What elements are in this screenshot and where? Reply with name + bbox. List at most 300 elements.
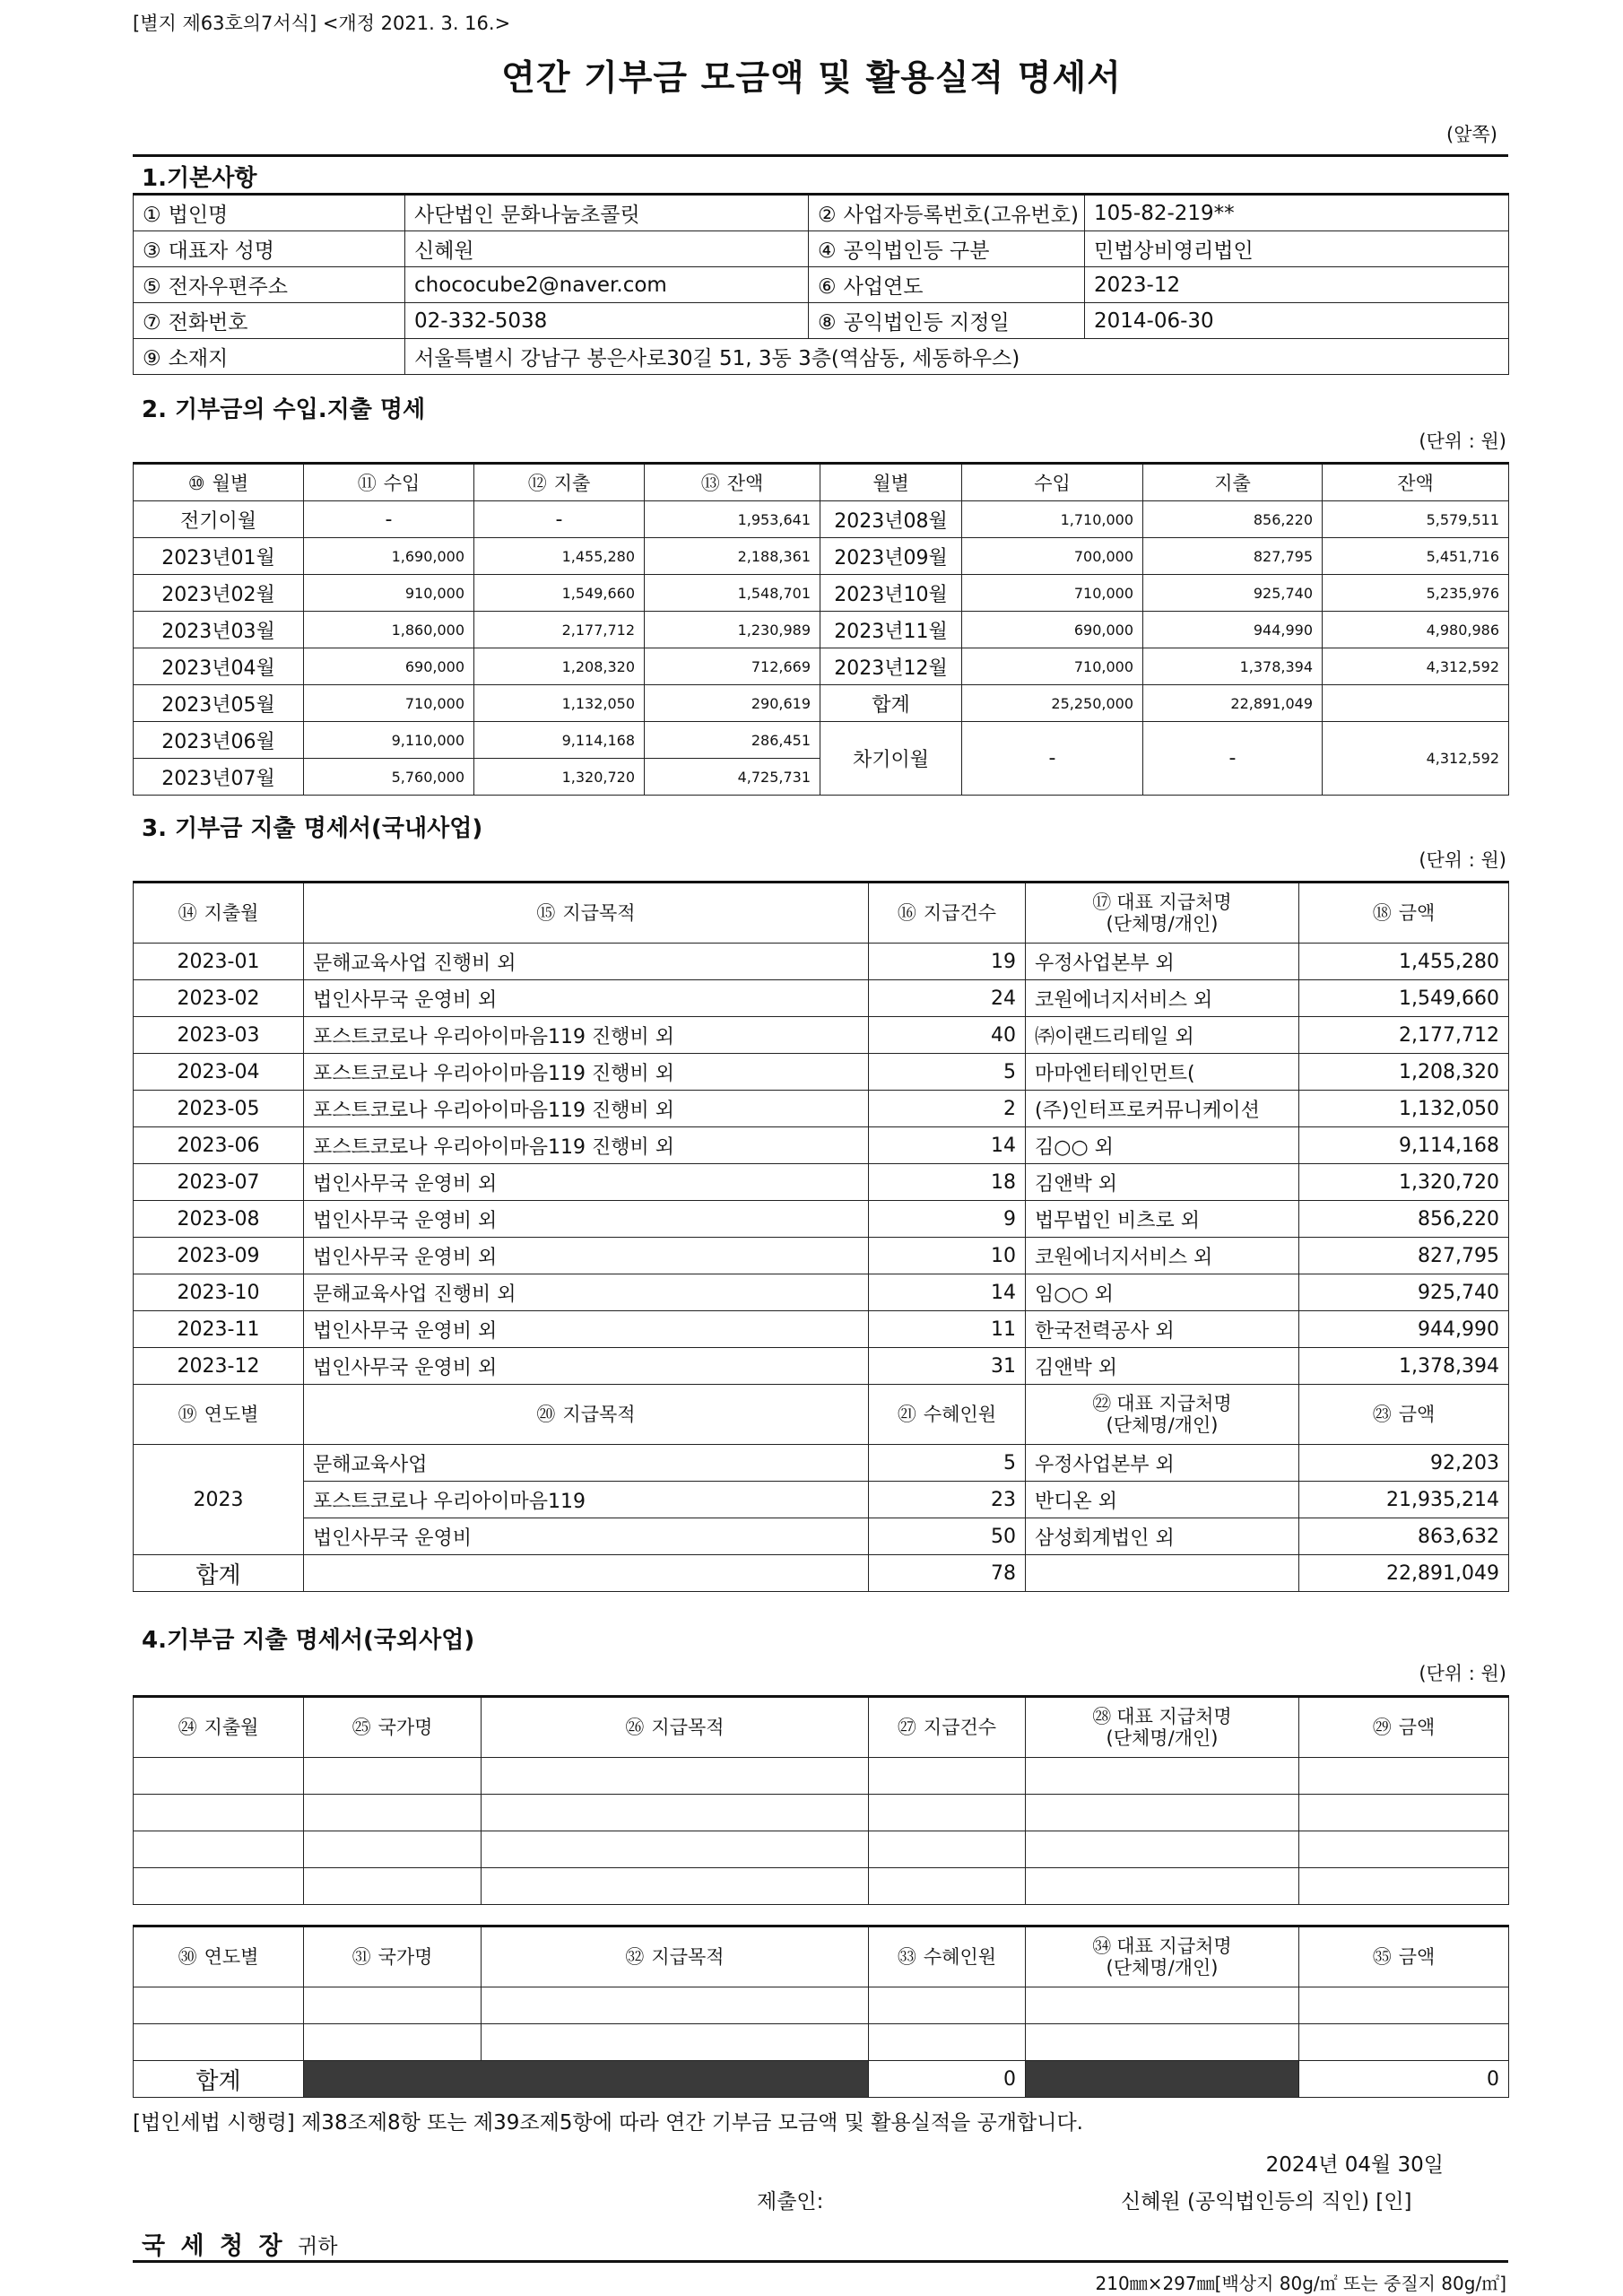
address-value-cell: 서울특별시 강남구 봉은사로30길 51, 3동 3층(역삼동, 세동하우스)	[405, 339, 1509, 375]
flow-header-cell	[645, 464, 820, 501]
foreign-empty-cell	[869, 1868, 1026, 1905]
domestic-row	[134, 1127, 1509, 1164]
foreign-expense-table	[133, 1695, 1509, 1905]
field-number: ⑥	[818, 275, 837, 299]
domestic-total-empty	[304, 1555, 869, 1592]
field-label: 수입	[383, 473, 421, 494]
flow-month: 2023년12월	[820, 648, 962, 685]
section-domestic-title: 3. 기부금 지출 명세서(국내사업)	[142, 815, 483, 842]
domestic-count: 31	[869, 1348, 1026, 1385]
field-label: 연도별	[204, 1946, 259, 1968]
field-number: ⑪	[357, 473, 377, 494]
domestic-recipient: 김앤박 외	[1026, 1348, 1299, 1385]
foreign-yearly-empty-cell	[304, 1987, 482, 2024]
basic-value-cell: chococube2@naver.com	[405, 267, 809, 303]
field-label: 금액	[1398, 902, 1436, 924]
foreign-total-row	[134, 2061, 1509, 2098]
field-label: 사업자등록번호(고유번호)	[843, 204, 1079, 227]
legal-notice: [법인세법 시행령] 제38조제8항 또는 제39조제5항에 따라 연간 기부금 모금액 및 활용실적을 공개합니다.	[133, 2111, 1083, 2135]
domestic-row	[134, 980, 1509, 1017]
flow-income: 690,000	[304, 648, 474, 685]
foreign-empty-cell	[482, 1795, 869, 1831]
domestic-yearly-amount: 863,632	[1299, 1518, 1509, 1555]
field-label: 지급목적	[562, 902, 636, 924]
flow-carry-balance: 4,312,592	[1323, 722, 1509, 796]
domestic-amount: 1,378,394	[1299, 1348, 1509, 1385]
flow-expense: 827,795	[1143, 538, 1323, 575]
domestic-month: 2023-01	[134, 944, 304, 980]
domestic-purpose: 법인사무국 운영비 외	[304, 1311, 869, 1348]
basic-value-cell: 2014-06-30	[1085, 303, 1509, 339]
flow-income: 5,760,000	[304, 759, 474, 796]
domestic-total-row	[134, 1555, 1509, 1592]
foreign-unit-label: (단위 : 원)	[1419, 1663, 1506, 1684]
foreign-yearly-empty-cell	[1299, 1987, 1509, 2024]
foreign-header-cell	[482, 1926, 869, 1987]
foreign-empty-cell	[304, 1868, 482, 1905]
field-label: 지급목적	[651, 1946, 725, 1968]
field-label: 지급목적	[562, 1404, 636, 1425]
foreign-empty-cell	[1026, 1795, 1299, 1831]
paper-spec: 210㎜×297㎜[백상지 80g/㎡ 또는 중질지 80g/㎡]	[1095, 2273, 1506, 2294]
flow-income: 1,690,000	[304, 538, 474, 575]
domestic-purpose: 법인사무국 운영비 외	[304, 1164, 869, 1201]
field-label: 수혜인원	[923, 1404, 997, 1425]
flow-expense: 2,177,712	[474, 612, 645, 648]
foreign-total-shaded	[304, 2061, 869, 2098]
flow-expense: 1,549,660	[474, 575, 645, 612]
foreign-yearly-empty-cell	[1026, 2024, 1299, 2061]
field-label: 연도별	[204, 1404, 259, 1425]
flow-income: -	[304, 501, 474, 538]
flow-carry-income: -	[962, 722, 1143, 796]
foreign-empty-cell	[482, 1758, 869, 1795]
foreign-yearly-empty-cell	[869, 1987, 1026, 2024]
field-label: 금액	[1398, 1946, 1436, 1968]
flow-income: 9,110,000	[304, 722, 474, 759]
domestic-yearly-recipient: 반디온 외	[1026, 1482, 1299, 1518]
foreign-empty-cell	[134, 1868, 304, 1905]
basic-label-cell	[809, 195, 1085, 231]
domestic-count: 40	[869, 1017, 1026, 1054]
domestic-recipient: 임○○ 외	[1026, 1274, 1299, 1311]
field-number: ⑧	[818, 311, 837, 335]
field-number: ㉗	[897, 1717, 916, 1738]
flow-unit-label: (단위 : 원)	[1419, 430, 1506, 452]
field-label: 대표 지급처명	[1116, 1935, 1232, 1957]
domestic-count: 9	[869, 1201, 1026, 1238]
field-number: ⑬	[700, 473, 720, 494]
domestic-year: 2023	[134, 1445, 304, 1555]
flow-header-row	[134, 464, 1509, 501]
flow-header-cell: 잔액	[1323, 464, 1509, 501]
foreign-empty-cell	[1299, 1795, 1509, 1831]
domestic-month: 2023-09	[134, 1238, 304, 1274]
flow-balance: 290,619	[645, 685, 820, 722]
flow-row	[134, 538, 1509, 575]
flow-month: 전기이월	[134, 501, 304, 538]
domestic-purpose: 법인사무국 운영비 외	[304, 1201, 869, 1238]
flow-month: 2023년08월	[820, 501, 962, 538]
field-number: ⑦	[143, 311, 161, 335]
domestic-purpose: 포스트코로나 우리아이마음119 진행비 외	[304, 1054, 869, 1091]
field-label: 월별	[212, 473, 249, 494]
flow-header-cell	[474, 464, 645, 501]
domestic-yearly-row	[134, 1482, 1509, 1518]
flow-month: 2023년11월	[820, 612, 962, 648]
field-label: 공익법인등 지정일	[843, 311, 1010, 335]
field-number: ③	[143, 239, 161, 263]
flow-month: 합계	[820, 685, 962, 722]
field-label: 국가명	[378, 1717, 433, 1738]
domestic-recipient: 김○○ 외	[1026, 1127, 1299, 1164]
domestic-purpose: 문해교육사업 진행비 외	[304, 944, 869, 980]
domestic-row	[134, 1091, 1509, 1127]
flow-row	[134, 575, 1509, 612]
domestic-yearly-amount: 21,935,214	[1299, 1482, 1509, 1518]
basic-info-row	[134, 231, 1509, 267]
basic-value-cell: 105-82-219**	[1085, 195, 1509, 231]
section-basic-title: 1.기본사항	[142, 165, 257, 192]
foreign-empty-cell	[134, 1795, 304, 1831]
foreign-header-cell	[304, 1926, 482, 1987]
domestic-recipient: 한국전력공사 외	[1026, 1311, 1299, 1348]
domestic-month: 2023-12	[134, 1348, 304, 1385]
flow-balance: 4,980,986	[1323, 612, 1509, 648]
domestic-amount: 1,320,720	[1299, 1164, 1509, 1201]
foreign-header-cell	[482, 1697, 869, 1758]
foreign-empty-cell	[304, 1831, 482, 1868]
field-label: 대표 지급처명	[1116, 1393, 1232, 1414]
field-label: 대표자 성명	[168, 239, 275, 263]
foreign-empty-cell	[1299, 1758, 1509, 1795]
flow-income: 910,000	[304, 575, 474, 612]
flow-header-cell: 수입	[962, 464, 1143, 501]
domestic-purpose: 포스트코로나 우리아이마음119 진행비 외	[304, 1091, 869, 1127]
foreign-header-cell	[134, 1697, 304, 1758]
field-number: ㉙	[1372, 1717, 1392, 1738]
foreign-empty-cell	[869, 1795, 1026, 1831]
field-number: ⑯	[897, 902, 916, 924]
domestic-month: 2023-10	[134, 1274, 304, 1311]
address-row	[134, 339, 1509, 375]
domestic-yearly-recipient: 삼성회계법인 외	[1026, 1518, 1299, 1555]
domestic-count: 18	[869, 1164, 1026, 1201]
flow-balance: 5,451,716	[1323, 538, 1509, 575]
domestic-yearly-purpose: 포스트코로나 우리아이마음119	[304, 1482, 869, 1518]
domestic-recipient: (주)인터프로커뮤니케이션	[1026, 1091, 1299, 1127]
field-label: 전자우편주소	[168, 275, 288, 299]
domestic-yearly-header-cell	[869, 1385, 1026, 1445]
domestic-row	[134, 944, 1509, 980]
domestic-month: 2023-05	[134, 1091, 304, 1127]
income-expense-table	[133, 462, 1509, 796]
field-label-sub: (단체명/개인)	[1106, 1414, 1219, 1436]
basic-value-cell: 사단법인 문화나눔초콜릿	[405, 195, 809, 231]
foreign-header-cell	[869, 1697, 1026, 1758]
domestic-header-cell	[1299, 883, 1509, 944]
field-number: ㉛	[352, 1946, 371, 1968]
basic-label-cell	[809, 267, 1085, 303]
domestic-count: 10	[869, 1238, 1026, 1274]
domestic-purpose: 문해교육사업 진행비 외	[304, 1274, 869, 1311]
domestic-amount: 1,208,320	[1299, 1054, 1509, 1091]
domestic-row	[134, 1274, 1509, 1311]
flow-expense: 1,208,320	[474, 648, 645, 685]
basic-label-cell	[134, 267, 405, 303]
document-title: 연간 기부금 모금액 및 활용실적 명세서	[501, 58, 1122, 99]
domestic-yearly-header-cell	[1026, 1385, 1299, 1445]
flow-row	[134, 501, 1509, 538]
foreign-empty-row	[134, 1795, 1509, 1831]
flow-header-cell	[134, 464, 304, 501]
flow-month: 2023년05월	[134, 685, 304, 722]
domestic-month: 2023-06	[134, 1127, 304, 1164]
foreign-header-cell	[869, 1926, 1026, 1987]
address-label-cell	[134, 339, 405, 375]
field-label: 대표 지급처명	[1116, 891, 1232, 913]
foreign-yearly-empty-cell	[134, 2024, 304, 2061]
domestic-row	[134, 1054, 1509, 1091]
domestic-yearly-header-cell	[134, 1385, 304, 1445]
domestic-purpose: 포스트코로나 우리아이마음119 진행비 외	[304, 1017, 869, 1054]
domestic-row	[134, 1311, 1509, 1348]
flow-row	[134, 685, 1509, 722]
foreign-empty-cell	[482, 1868, 869, 1905]
flow-month: 2023년09월	[820, 538, 962, 575]
domestic-yearly-header-cell	[1299, 1385, 1509, 1445]
domestic-recipient: 코원에너지서비스 외	[1026, 1238, 1299, 1274]
flow-income: 25,250,000	[962, 685, 1143, 722]
domestic-month: 2023-03	[134, 1017, 304, 1054]
field-number: ①	[143, 204, 161, 227]
form-number: [별지 제63호의7서식] <개정 2021. 3. 16.>	[133, 13, 511, 34]
field-label: 지급건수	[923, 1717, 997, 1738]
domestic-yearly-row	[134, 1518, 1509, 1555]
domestic-amount: 1,132,050	[1299, 1091, 1509, 1127]
foreign-header-row	[134, 1697, 1509, 1758]
flow-month: 2023년10월	[820, 575, 962, 612]
domestic-month: 2023-07	[134, 1164, 304, 1201]
field-label: 법인명	[168, 204, 229, 227]
flow-balance: 286,451	[645, 722, 820, 759]
basic-label-cell	[809, 303, 1085, 339]
flow-income: 710,000	[962, 575, 1143, 612]
foreign-empty-cell	[1299, 1868, 1509, 1905]
domestic-header-cell	[134, 883, 304, 944]
field-number: ㉚	[178, 1946, 197, 1968]
field-label: 금액	[1398, 1404, 1436, 1425]
section-flow-title: 2. 기부금의 수입.지출 명세	[142, 396, 426, 423]
flow-expense: 1,132,050	[474, 685, 645, 722]
flow-income: 690,000	[962, 612, 1143, 648]
basic-value-cell: 민법상비영리법인	[1085, 231, 1509, 267]
flow-balance	[1323, 685, 1509, 722]
domestic-count: 14	[869, 1274, 1026, 1311]
domestic-count: 2	[869, 1091, 1026, 1127]
field-label: 잔액	[726, 473, 764, 494]
field-number: ⑭	[178, 902, 197, 924]
domestic-amount: 1,549,660	[1299, 980, 1509, 1017]
domestic-total-label: 합계	[134, 1555, 304, 1592]
foreign-header-cell	[1299, 1697, 1509, 1758]
domestic-recipient: ㈜이랜드리테일 외	[1026, 1017, 1299, 1054]
foreign-yearly-empty-cell	[869, 2024, 1026, 2061]
field-number: ⑫	[527, 473, 547, 494]
basic-label-cell	[134, 195, 405, 231]
basic-info-row	[134, 267, 1509, 303]
field-number: ④	[818, 239, 837, 263]
flow-income: 700,000	[962, 538, 1143, 575]
foreign-yearly-empty-cell	[482, 1987, 869, 2024]
domestic-yearly-count: 23	[869, 1482, 1026, 1518]
foreign-yearly-empty-row	[134, 2024, 1509, 2061]
field-label: 금액	[1398, 1717, 1436, 1738]
flow-balance: 2,188,361	[645, 538, 820, 575]
domestic-amount: 9,114,168	[1299, 1127, 1509, 1164]
basic-label-cell	[809, 231, 1085, 267]
flow-expense: 1,455,280	[474, 538, 645, 575]
foreign-empty-row	[134, 1758, 1509, 1795]
foreign-yearly-empty-cell	[1026, 1987, 1299, 2024]
flow-carry-expense: -	[1143, 722, 1323, 796]
field-label: 지급건수	[923, 902, 997, 924]
foreign-empty-cell	[304, 1758, 482, 1795]
domestic-count: 24	[869, 980, 1026, 1017]
flow-header-cell: 지출	[1143, 464, 1323, 501]
field-label: 수혜인원	[923, 1946, 997, 1968]
field-number: ㉕	[352, 1717, 371, 1738]
foreign-empty-cell	[134, 1758, 304, 1795]
foreign-yearly-empty-cell	[482, 2024, 869, 2061]
foreign-yearly-empty-row	[134, 1987, 1509, 2024]
flow-expense: 1,378,394	[1143, 648, 1323, 685]
flow-expense: -	[474, 501, 645, 538]
basic-value-cell: 02-332-5038	[405, 303, 809, 339]
flow-month: 2023년06월	[134, 722, 304, 759]
domestic-amount: 925,740	[1299, 1274, 1509, 1311]
field-number: ㉖	[625, 1717, 645, 1738]
domestic-row	[134, 1017, 1509, 1054]
flow-row	[134, 648, 1509, 685]
domestic-month: 2023-11	[134, 1311, 304, 1348]
domestic-amount: 856,220	[1299, 1201, 1509, 1238]
domestic-header-cell	[1026, 883, 1299, 944]
field-number: ㉝	[897, 1946, 916, 1968]
field-label-sub: (단체명/개인)	[1106, 913, 1219, 935]
basic-label-cell	[134, 303, 405, 339]
foreign-total-label: 합계	[134, 2061, 304, 2098]
submitter-label: 제출인:	[757, 2190, 824, 2213]
flow-row	[134, 722, 1509, 759]
flow-month: 2023년07월	[134, 759, 304, 796]
field-label: 소재지	[168, 347, 229, 370]
domestic-yearly-row	[134, 1445, 1509, 1482]
domestic-expense-table	[133, 881, 1509, 1592]
flow-expense: 9,114,168	[474, 722, 645, 759]
flow-header-cell	[304, 464, 474, 501]
foreign-empty-row	[134, 1868, 1509, 1905]
field-number: ⑲	[178, 1404, 197, 1425]
basic-info-table	[133, 193, 1509, 375]
field-number: ⑰	[1092, 891, 1112, 913]
domestic-yearly-header-row	[134, 1385, 1509, 1445]
flow-income: 710,000	[962, 648, 1143, 685]
field-number: ⑳	[536, 1404, 556, 1425]
domestic-yearly-header-cell	[304, 1385, 869, 1445]
field-label-sub: (단체명/개인)	[1106, 1727, 1219, 1749]
flow-month: 2023년01월	[134, 538, 304, 575]
field-number: ㉑	[897, 1404, 916, 1425]
foreign-header-cell	[1026, 1926, 1299, 1987]
flow-expense: 22,891,049	[1143, 685, 1323, 722]
foreign-yearly-empty-cell	[304, 2024, 482, 2061]
domestic-recipient: 우정사업본부 외	[1026, 944, 1299, 980]
recipient-suffix: 귀하	[298, 2235, 338, 2258]
submission-date: 2024년 04월 30일	[1265, 2153, 1444, 2177]
field-label: 사업연도	[843, 275, 924, 299]
flow-balance: 5,235,976	[1323, 575, 1509, 612]
field-number: ⑱	[1372, 902, 1392, 924]
domestic-month: 2023-08	[134, 1201, 304, 1238]
flow-balance: 1,230,989	[645, 612, 820, 648]
domestic-unit-label: (단위 : 원)	[1419, 849, 1506, 871]
domestic-row	[134, 1164, 1509, 1201]
flow-row	[134, 612, 1509, 648]
foreign-empty-cell	[1299, 1831, 1509, 1868]
foreign-total-amount: 0	[1299, 2061, 1509, 2098]
domestic-recipient: 김앤박 외	[1026, 1164, 1299, 1201]
domestic-count: 5	[869, 1054, 1026, 1091]
basic-label-cell	[134, 231, 405, 267]
domestic-row	[134, 1348, 1509, 1385]
basic-info-row	[134, 303, 1509, 339]
flow-income: 1,710,000	[962, 501, 1143, 538]
domestic-purpose: 법인사무국 운영비 외	[304, 1348, 869, 1385]
footer-divider	[133, 2260, 1508, 2263]
domestic-month: 2023-04	[134, 1054, 304, 1091]
flow-month: 2023년02월	[134, 575, 304, 612]
domestic-count: 14	[869, 1127, 1026, 1164]
flow-month: 2023년04월	[134, 648, 304, 685]
domestic-recipient: 법무법인 비츠로 외	[1026, 1201, 1299, 1238]
basic-info-row	[134, 195, 1509, 231]
field-number: ⑨	[143, 347, 161, 370]
foreign-empty-cell	[1026, 1758, 1299, 1795]
section-divider	[133, 154, 1508, 157]
domestic-yearly-recipient: 우정사업본부 외	[1026, 1445, 1299, 1482]
field-number: ㉘	[1092, 1706, 1112, 1727]
field-number: ②	[818, 204, 837, 227]
flow-month: 2023년03월	[134, 612, 304, 648]
domestic-total-count: 78	[869, 1555, 1026, 1592]
foreign-total-count: 0	[869, 2061, 1026, 2098]
domestic-recipient: 마마엔터테인먼트(	[1026, 1054, 1299, 1091]
flow-balance: 712,669	[645, 648, 820, 685]
field-label: 전화번호	[168, 311, 248, 335]
field-number: ⑮	[536, 902, 556, 924]
field-number: ⑩	[187, 473, 205, 494]
foreign-header-cell	[304, 1697, 482, 1758]
section-foreign-title: 4.기부금 지출 명세서(국외사업)	[142, 1627, 475, 1654]
foreign-empty-row	[134, 1831, 1509, 1868]
flow-expense: 1,320,720	[474, 759, 645, 796]
domestic-total-empty	[1026, 1555, 1299, 1592]
domestic-yearly-count: 50	[869, 1518, 1026, 1555]
field-number: ㉜	[625, 1946, 645, 1968]
domestic-yearly-count: 5	[869, 1445, 1026, 1482]
domestic-count: 11	[869, 1311, 1026, 1348]
